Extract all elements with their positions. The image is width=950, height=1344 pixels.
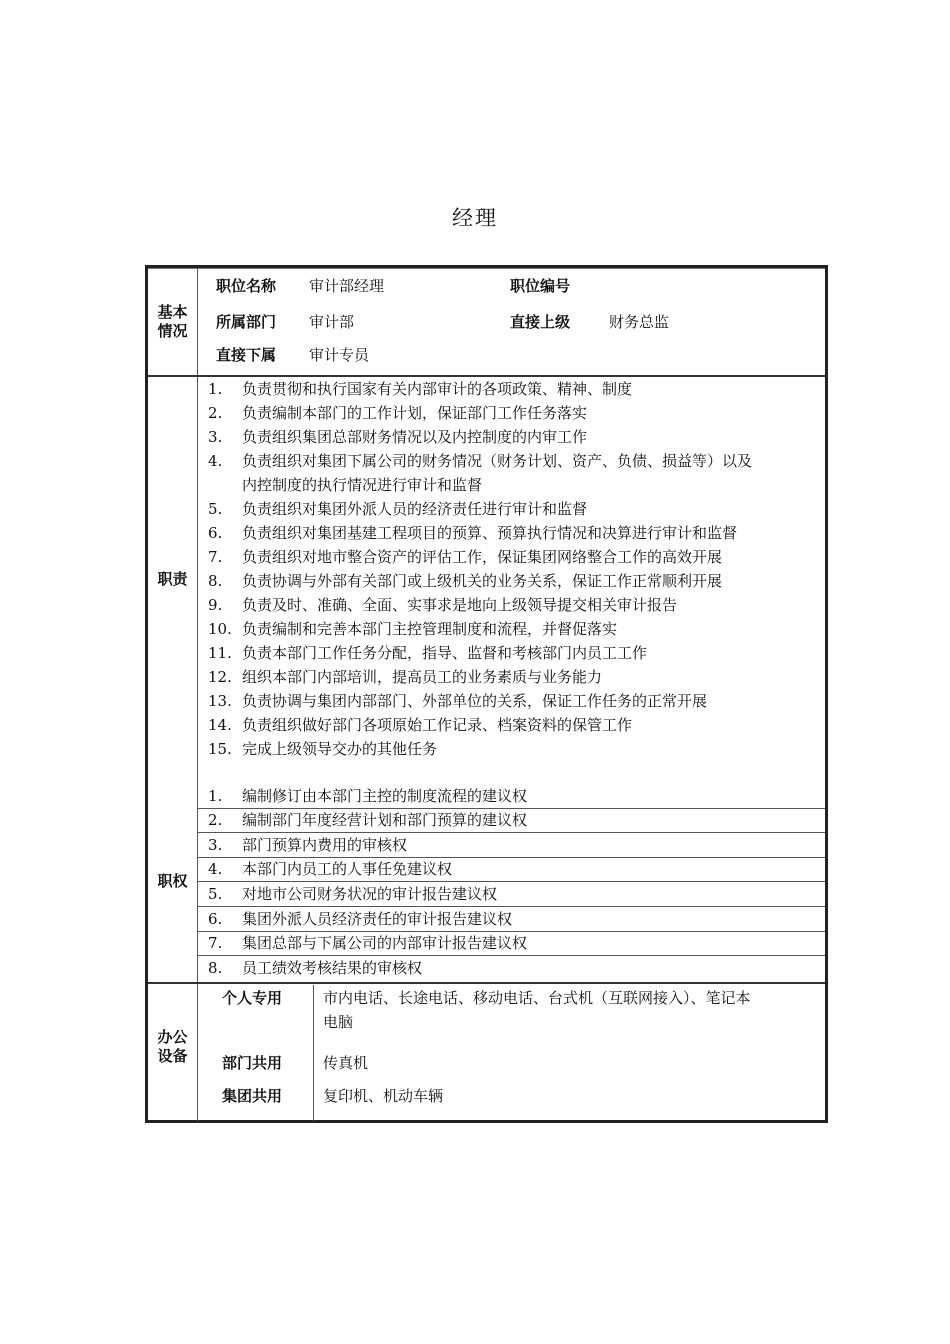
authority-number: 5. (208, 885, 223, 903)
authority-text: 员工绩效考核结果的审核权 (242, 959, 423, 977)
position-code-label: 职位编号 (510, 277, 571, 295)
authority-text: 集团外派人员经济责任的审计报告建议权 (242, 910, 513, 928)
subordinate-value: 审计专员 (309, 346, 370, 364)
authority-number: 8. (208, 959, 223, 977)
table-border-top-inner (145, 268, 828, 269)
duty-number: 1. (208, 380, 223, 398)
duty-number: 5. (208, 500, 223, 518)
equipment-label-department: 部门共用 (222, 1054, 283, 1072)
authority-item (208, 907, 512, 931)
duty-item (208, 521, 737, 545)
duty-text: 负责贯彻和执行国家有关内部审计的各项政策、精神、制度 (242, 380, 633, 398)
duty-number: 13. (208, 692, 232, 710)
duty-number: 2. (208, 404, 223, 422)
duty-text: 负责组织对集团下属公司的财务情况（财务计划、资产、负债、损益等）以及 (242, 452, 753, 470)
superior-value: 财务总监 (609, 313, 670, 331)
duty-text: 负责组织对地市整合资产的评估工作，保证集团网络整合工作的高效开展 (242, 548, 723, 566)
duty-item (208, 617, 617, 641)
superior-label: 直接上级 (510, 313, 571, 331)
duty-text: 完成上级领导交办的其他任务 (242, 740, 438, 758)
duty-item (208, 641, 647, 665)
department-label: 所属部门 (216, 313, 277, 331)
position-name-value: 审计部经理 (309, 277, 385, 295)
duty-item (208, 377, 632, 401)
authority-item (208, 931, 527, 955)
duty-item (208, 401, 587, 425)
duty-text: 负责组织做好部门各项原始工作记录、档案资料的保管工作 (242, 716, 633, 734)
duty-item (208, 497, 587, 521)
duty-number: 14. (208, 716, 232, 734)
duty-text-continued: 内控制度的执行情况进行审计和监督 (242, 476, 483, 494)
equipment-column-divider (313, 985, 314, 1121)
department-value: 审计部 (309, 313, 355, 331)
duty-item (208, 689, 707, 713)
duty-number: 3. (208, 428, 223, 446)
equipment-value-personal: 市内电话、长途电话、移动电话、台式机（互联网接入）、笔记本 (323, 989, 751, 1007)
authority-item (208, 808, 527, 832)
duty-item (208, 449, 752, 473)
duty-item (208, 737, 437, 761)
authority-number: 7. (208, 934, 223, 952)
authority-number: 4. (208, 860, 223, 878)
duty-item (208, 713, 632, 737)
category-authority: 职权 (157, 872, 188, 890)
subordinate-label: 直接下属 (216, 346, 277, 364)
equipment-label-group: 集团共用 (222, 1087, 283, 1105)
authority-item (208, 956, 422, 980)
section-divider-authority (148, 982, 825, 984)
authority-text: 编制修订由本部门主控的制度流程的建议权 (242, 787, 528, 805)
duty-number: 8. (208, 572, 223, 590)
category-basic: 基本情况 (157, 303, 188, 340)
duty-text: 负责本部门工作任务分配，指导、监督和考核部门内员工工作 (242, 644, 648, 662)
authority-item (208, 784, 527, 808)
duty-text: 负责及时、准确、全面、实事求是地向上级领导提交相关审计报告 (242, 596, 678, 614)
duty-number: 9. (208, 596, 223, 614)
duty-number: 15. (208, 740, 232, 758)
duty-item (208, 593, 677, 617)
equipment-value-department: 传真机 (323, 1054, 369, 1072)
table-border-left (145, 265, 148, 1123)
duty-text: 负责组织对集团外派人员的经济责任进行审计和监督 (242, 500, 588, 518)
duty-number: 7. (208, 548, 223, 566)
duty-number: 4. (208, 452, 223, 470)
authority-text: 对地市公司财务状况的审计报告建议权 (242, 885, 498, 903)
duty-number: 6. (208, 524, 223, 542)
position-name-label: 职位名称 (216, 277, 277, 295)
authority-text: 集团总部与下属公司的内部审计报告建议权 (242, 934, 528, 952)
duty-text: 负责协调与集团内部部门、外部单位的关系，保证工作任务的正常开展 (242, 692, 708, 710)
duty-text: 负责编制和完善本部门主控管理制度和流程，并督促落实 (242, 620, 618, 638)
authority-item (208, 833, 407, 857)
duty-text: 负责协调与外部有关部门或上级机关的业务关系，保证工作正常顺利开展 (242, 572, 723, 590)
authority-number: 6. (208, 910, 223, 928)
duty-number: 11. (208, 644, 232, 662)
equipment-value-personal-cont: 电脑 (323, 1013, 354, 1031)
duty-item (208, 545, 722, 569)
duty-text: 负责组织集团总部财务情况以及内控制度的内审工作 (242, 428, 588, 446)
equipment-value-group: 复印机、机动车辆 (323, 1087, 444, 1105)
duty-item (208, 665, 602, 689)
category-duties: 职责 (157, 570, 188, 588)
authority-text: 本部门内员工的人事任免建议权 (242, 860, 453, 878)
authority-text: 编制部门年度经营计划和部门预算的建议权 (242, 811, 528, 829)
table-border-bottom (145, 1120, 828, 1123)
authority-item (208, 857, 452, 881)
duty-text: 组织本部门内部培训，提高员工的业务素质与业务能力 (242, 668, 603, 686)
authority-number: 2. (208, 811, 223, 829)
duty-item (208, 569, 722, 593)
duty-number: 10. (208, 620, 232, 638)
table-border-right (825, 265, 828, 1123)
equipment-label-personal: 个人专用 (222, 989, 283, 1007)
duty-text: 负责组织对集团基建工程项目的预算、预算执行情况和决算进行审计和监督 (242, 524, 738, 542)
duty-item (208, 425, 587, 449)
category-equipment: 办公设备 (157, 1028, 188, 1065)
authority-text: 部门预算内费用的审核权 (242, 836, 408, 854)
duty-text: 负责编制本部门的工作计划，保证部门工作任务落实 (242, 404, 588, 422)
document-title: 经理 (452, 206, 498, 230)
duty-number: 12. (208, 668, 232, 686)
authority-number: 1. (208, 787, 223, 805)
authority-item (208, 882, 497, 906)
authority-number: 3. (208, 836, 223, 854)
category-column-divider (197, 268, 198, 1121)
